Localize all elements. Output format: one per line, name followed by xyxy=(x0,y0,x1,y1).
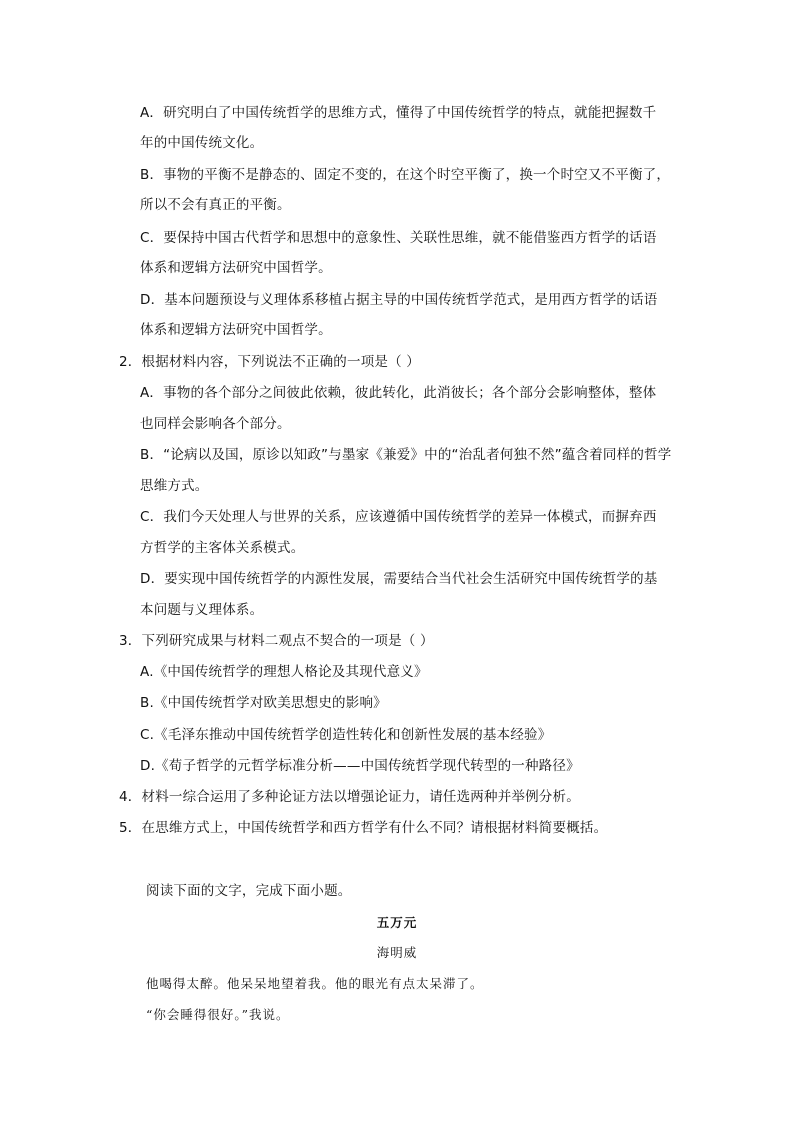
reading-intro: 阅读下面的文字，完成下面小题。 xyxy=(146,883,352,899)
q1-option-c-continued: 体系和逻辑方法研究中国哲学。 xyxy=(140,260,332,276)
q1-option-a-continued: 年的中国传统文化。 xyxy=(140,135,264,151)
q3-option-a: A.《中国传统哲学的理想人格论及其现代意义》 xyxy=(140,664,428,680)
q1-option-c: C．要保持中国古代哲学和思想中的意象性、关联性思维，就不能借鉴西方哲学的话语 xyxy=(140,230,657,246)
q3-option-d: D.《荀子哲学的元哲学标准分析——中国传统哲学现代转型的一种路径》 xyxy=(140,758,580,774)
q2-option-a: A．事物的各个部分之间彼此依赖，彼此转化，此消彼长；各个部分会影响整体，整体 xyxy=(140,385,657,401)
q1-option-d-continued: 体系和逻辑方法研究中国哲学。 xyxy=(140,322,332,338)
q1-option-d: D．基本问题预设与义理体系移植占据主导的中国传统哲学范式，是用西方哲学的话语 xyxy=(140,292,658,308)
q1-option-b-continued: 所以不会有真正的平衡。 xyxy=(140,197,291,213)
question-3-stem: 3．下列研究成果与材料二观点不契合的一项是（ ） xyxy=(119,633,434,649)
q2-option-c: C．我们今天处理人与世界的关系，应该遵循中国传统哲学的差异一体模式，而摒弃西 xyxy=(140,509,657,525)
q2-option-d: D．要实现中国传统哲学的内源性发展，需要结合当代社会生活研究中国传统哲学的基 xyxy=(140,571,658,587)
q3-option-b: B.《中国传统哲学对欧美思想史的影响》 xyxy=(140,695,387,711)
question-2-stem: 2．根据材料内容，下列说法不正确的一项是（ ） xyxy=(119,354,420,370)
question-4: 4．材料一综合运用了多种论证方法以增强论证力，请任选两种并举例分析。 xyxy=(119,789,580,805)
story-paragraph: 他喝得太醉。他呆呆地望着我。他的眼光有点太呆滞了。 xyxy=(146,976,484,991)
q2-option-d-continued: 本问题与义理体系。 xyxy=(140,602,264,618)
q2-option-b-continued: 思维方式。 xyxy=(140,478,209,494)
story-author: 海明威 xyxy=(376,945,418,960)
q3-option-c: C.《毛泽东推动中国传统哲学创造性转化和创新性发展的基本经验》 xyxy=(140,727,552,743)
q2-option-c-continued: 方哲学的主客体关系模式。 xyxy=(140,540,305,556)
q2-option-b: B．“论病以及国，原诊以知政”与墨家《兼爱》中的“治乱者何独不然”蕴含着同样的哲学 xyxy=(140,447,672,463)
q1-option-b: B．事物的平衡不是静态的、固定不变的，在这个时空平衡了，换一个时空又不平衡了， xyxy=(140,167,671,183)
q1-option-a: A．研究明白了中国传统哲学的思维方式，懂得了中国传统哲学的特点，就能把握数千 xyxy=(140,105,657,121)
q2-option-a-continued: 也同样会影响各个部分。 xyxy=(140,416,291,432)
story-paragraph: “你会睡得很好。”我说。 xyxy=(146,1007,290,1022)
story-title: 五万元 xyxy=(376,915,418,930)
question-5: 5．在思维方式上，中国传统哲学和西方哲学有什么不同？请根据材料简要概括。 xyxy=(119,820,608,836)
